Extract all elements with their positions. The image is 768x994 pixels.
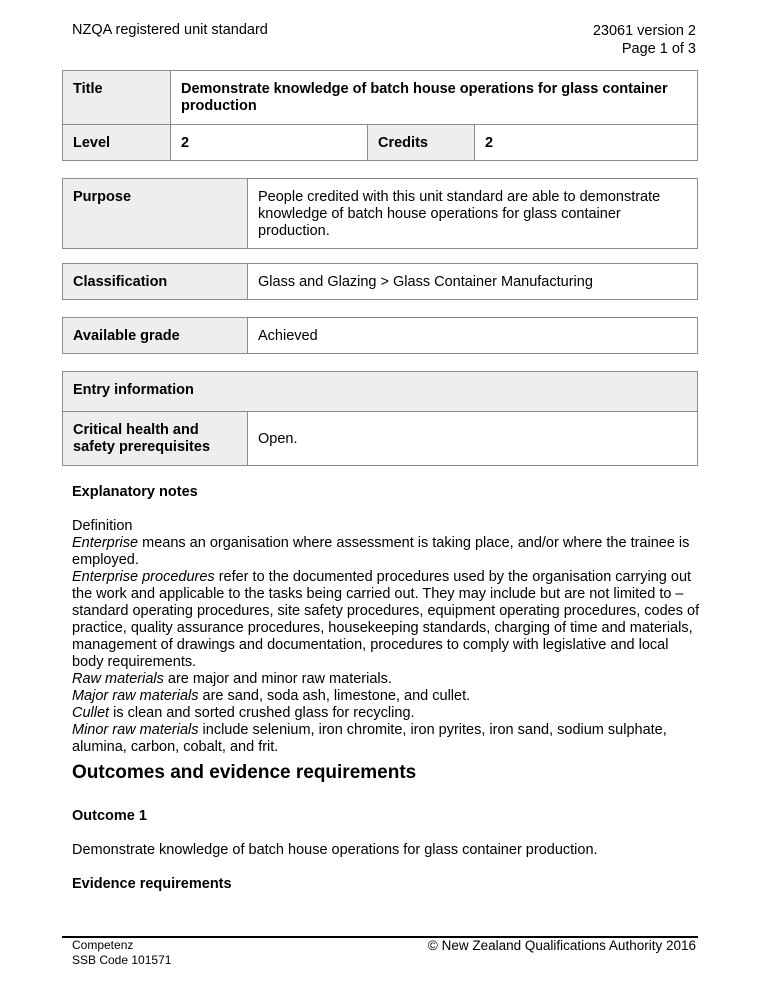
purpose-value: People credited with this unit standard are able to demonstrate knowledge of batch house operations for glass container production. (248, 179, 698, 249)
level-value: 2 (171, 125, 368, 161)
definition-term: Enterprise procedures (72, 569, 215, 585)
definition-term: Minor raw materials (72, 722, 199, 738)
entry-heading: Entry information (63, 372, 698, 412)
summary-table (62, 70, 698, 161)
grade-value: Achieved (248, 318, 698, 354)
definition-text: are sand, soda ash, limestone, and cullet. (198, 688, 471, 704)
definition-cullet (72, 705, 702, 722)
entry-table (62, 371, 698, 466)
definition-text: are major and minor raw materials. (163, 671, 392, 687)
footer-ssb-code: SSB Code 101571 (72, 953, 172, 967)
credits-value: 2 (475, 125, 698, 161)
definition-label: Definition (72, 518, 133, 534)
explanatory-heading: Explanatory notes (72, 484, 198, 500)
footer-copyright: © New Zealand Qualifications Authority 2016 (427, 938, 696, 953)
purpose-table (62, 178, 698, 249)
grade-table (62, 317, 698, 354)
definition-text: refer to the documented procedures used by the organisation carrying out the work and applicable to the tasks being carried out. They may include but are not limited to – standard operating procedures, site safety procedures, equipment operating procedures, codes of practice, quality assurance procedures, housekeeping standards, charging of time and materials, management of drawings and documentation, procedures to comply with legislative and local body requirements. (72, 569, 700, 670)
definition-enterprise (72, 535, 702, 569)
definition-enterprise-procedures (72, 569, 702, 671)
definition-term: Enterprise (72, 535, 139, 551)
definition-text: include selenium, iron chromite, iron pyrites, iron sand, sodium sulphate, alumina, carbon, cobalt, and frit. (72, 722, 667, 755)
classification-label: Classification (63, 264, 248, 300)
entry-prerequisites-value: Open. (248, 412, 698, 466)
definition-raw-materials (72, 671, 702, 688)
definition-term: Major raw materials (72, 688, 199, 704)
level-label: Level (63, 125, 171, 161)
title-label: Title (63, 71, 171, 125)
classification-table (62, 263, 698, 300)
purpose-label: Purpose (63, 179, 248, 249)
definition-text: means an organisation where assessment is taking place, and/or where the trainee is employed. (72, 535, 690, 568)
classification-value: Glass and Glazing > Glass Container Manufacturing (248, 264, 698, 300)
grade-label: Available grade (63, 318, 248, 354)
title-value: Demonstrate knowledge of batch house operations for glass container production (171, 71, 698, 125)
header-page-number: Page 1 of 3 (621, 41, 696, 57)
definition-minor-raw-materials (72, 722, 702, 756)
header-version-page (593, 22, 696, 58)
outcome-label: Outcome 1 (72, 808, 147, 824)
header-version: 23061 version 2 (592, 23, 696, 39)
definition-term: Raw materials (72, 671, 164, 687)
evidence-requirements-label: Evidence requirements (72, 876, 232, 892)
credits-label: Credits (368, 125, 475, 161)
header-unit-standard: NZQA registered unit standard (72, 22, 268, 38)
entry-prerequisites-label: Critical health and safety prerequisites (63, 412, 248, 466)
explanatory-notes (72, 518, 702, 756)
definition-term: Cullet (72, 705, 110, 721)
outcomes-heading: Outcomes and evidence requirements (72, 762, 417, 783)
definition-major-raw-materials (72, 688, 702, 705)
footer-ssb-name: Competenz (72, 938, 134, 952)
definition-text: is clean and sorted crushed glass for recycling. (109, 705, 415, 721)
footer-ssb (72, 938, 171, 968)
outcome-text: Demonstrate knowledge of batch house operations for glass container production. (72, 842, 598, 858)
